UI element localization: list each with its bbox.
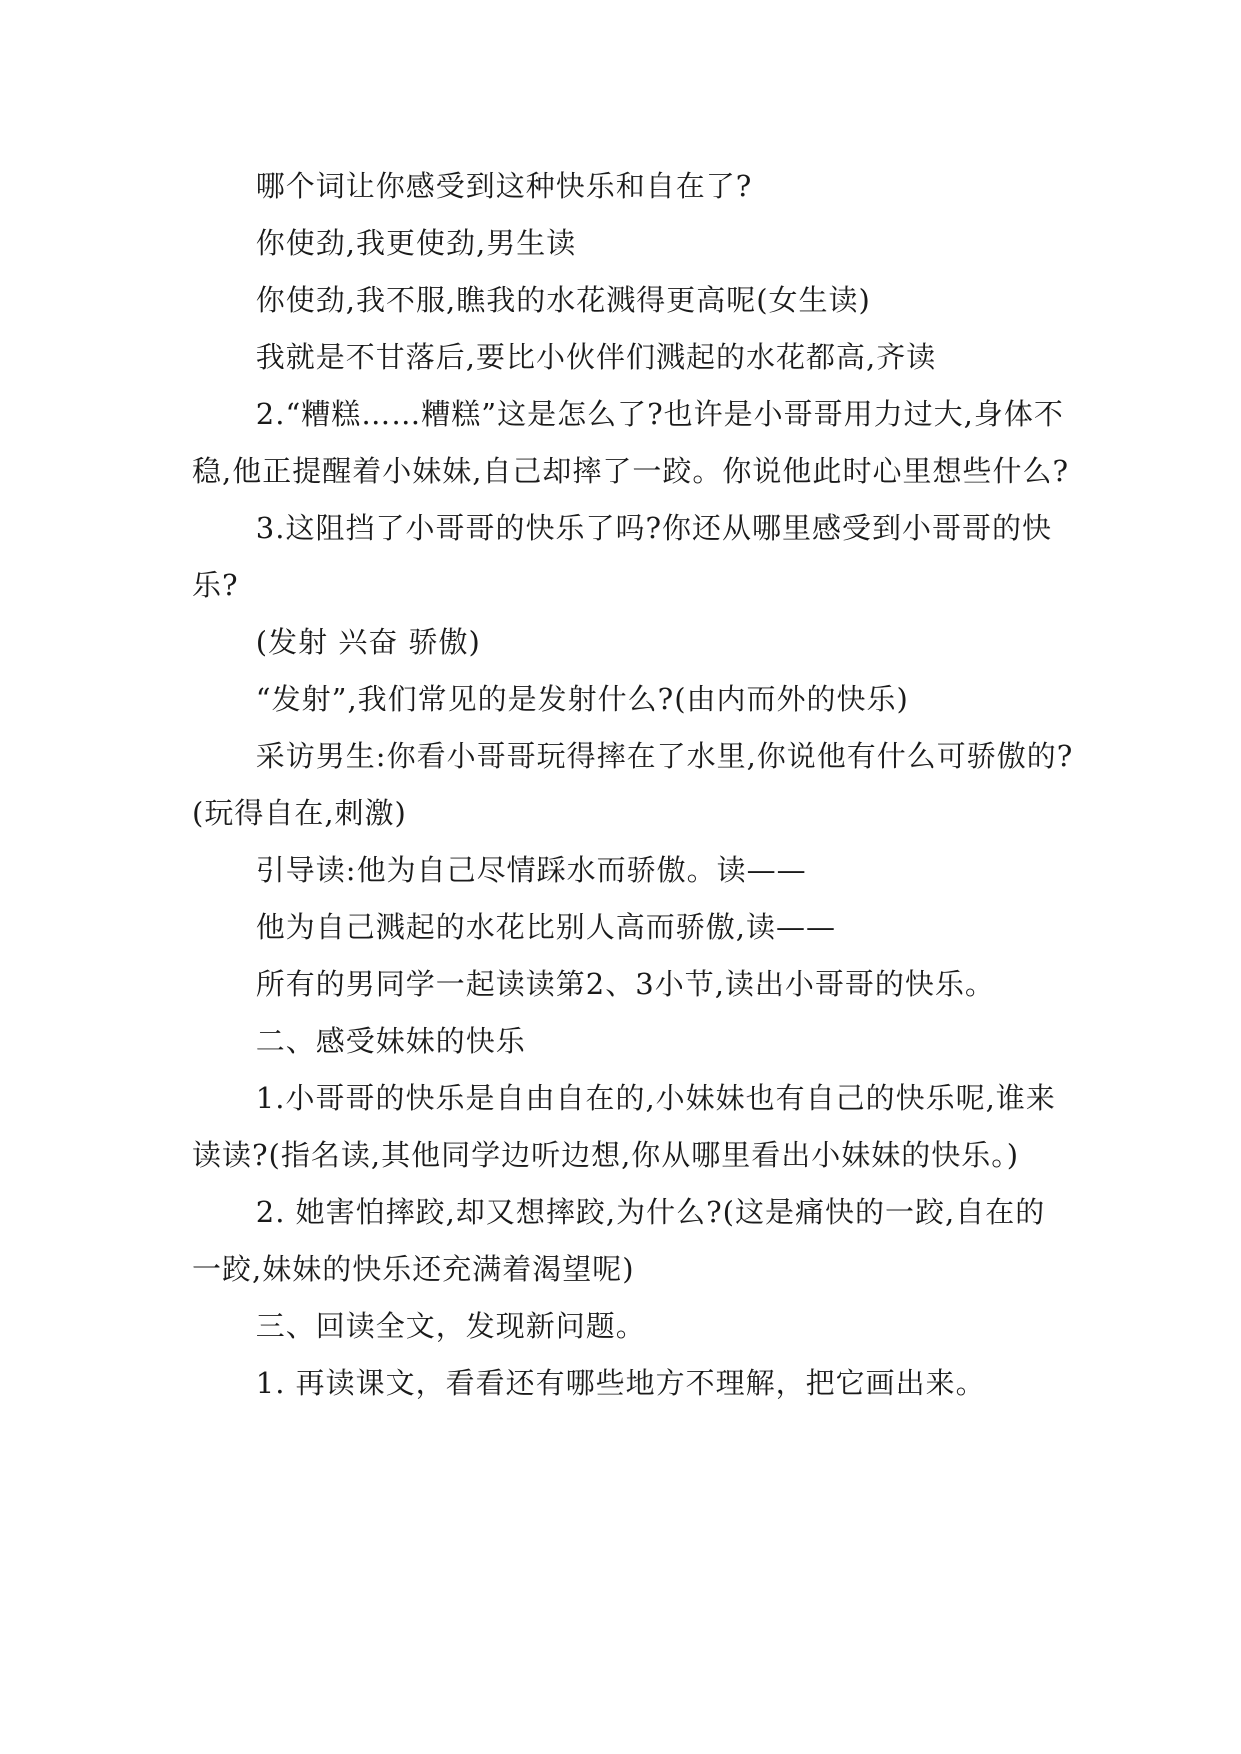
document-body	[192, 158, 1074, 1412]
paragraph: 1. 再读课文，看看还有哪些地方不理解，把它画出来。	[255, 1366, 986, 1400]
paragraph: 你使劲,我更使劲,男生读	[255, 226, 577, 260]
paragraph: 你使劲,我不服,瞧我的水花溅得更高呢(女生读)	[255, 283, 871, 317]
paragraph: “发射”,我们常见的是发射什么?(由内而外的快乐)	[255, 682, 909, 716]
section-heading: 三、回读全文，发现新问题。	[255, 1309, 646, 1343]
paragraph: 所有的男同学一起读读第2、3小节,读出小哥哥的快乐。	[255, 967, 995, 1001]
paragraph: 采访男生:你看小哥哥玩得摔在了水里,你说他有什么可骄傲的?(玩得自在,刺激)	[192, 739, 1074, 830]
paragraph: 3.这阻挡了小哥哥的快乐了吗?你还从哪里感受到小哥哥的快乐?	[192, 511, 1053, 602]
paragraph: 引导读:他为自己尽情踩水而骄傲。读——	[255, 853, 807, 887]
paragraph: 2. 她害怕摔跤,却又想摔跤,为什么?(这是痛快的一跤,自在的一跤,妹妹的快乐还充满着渴望呢)	[192, 1195, 1046, 1286]
paragraph: 他为自己溅起的水花比别人高而骄傲,读——	[255, 910, 837, 944]
paragraph: 我就是不甘落后,要比小伙伴们溅起的水花都高,齐读	[255, 340, 937, 374]
paragraph: 哪个词让你感受到这种快乐和自在了?	[255, 169, 753, 203]
paragraph: 1.小哥哥的快乐是自由自在的,小妹妹也有自己的快乐呢,谁来读读?(指名读,其他同学边听边想,你从哪里看出小妹妹的快乐。)	[192, 1081, 1056, 1172]
paragraph: (发射 兴奋 骄傲)	[255, 625, 481, 659]
section-heading: 二、感受妹妹的快乐	[255, 1024, 526, 1058]
paragraph: 2.“糟糕……糟糕”这是怎么了?也许是小哥哥用力过大,身体不稳,他正提醒着小妹妹,自己却摔了一跤。你说他此时心里想些什么?	[192, 397, 1069, 488]
